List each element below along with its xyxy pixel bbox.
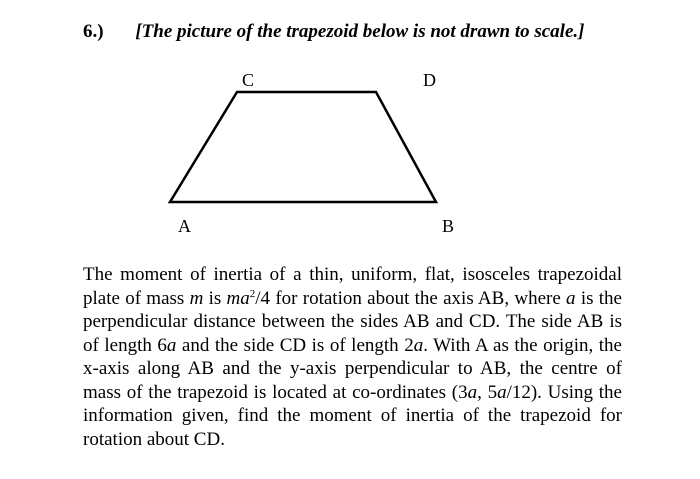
vertex-label-c: C (242, 70, 255, 90)
vertex-label-b: B (442, 216, 455, 236)
a-symbol: a (166, 334, 177, 356)
text-segment: /4 for rotation about the axis AB, where (255, 287, 567, 309)
a-symbol: a (413, 334, 424, 356)
scale-note: [The picture of the trapezoid below is not drawn to scale.] (135, 21, 585, 42)
question-heading (83, 19, 643, 45)
vertex-label-d: D (423, 70, 436, 90)
vertex-label-a: A (178, 216, 191, 236)
problem-statement (83, 263, 622, 451)
text-segment: is the perpendicular distance between the sides AB and CD. The side AB is of length 6 (83, 287, 622, 356)
squared-exponent: 2 (249, 287, 256, 300)
text-segment: . With A as the origin, the x-axis along AB and the y-axis perpendicular to AB, the centre of mass of the trapezoid is located at co-ordinates (3 (83, 334, 622, 403)
question-number: 6.) (83, 21, 104, 42)
a-symbol: a (467, 381, 478, 403)
text-segment: is (203, 287, 227, 309)
text-segment: /12). Using the information given, find the moment of inertia of the trapezoid for rotation about CD. (83, 381, 622, 450)
ma-term: ma (226, 287, 250, 309)
text-segment: The moment of inertia of a thin, uniform, flat, isosceles trapezoidal plate of mass (83, 264, 622, 309)
text-segment: and the side CD is of length 2 (176, 334, 414, 356)
a-symbol: a (497, 381, 507, 403)
a-symbol: a (566, 287, 576, 309)
mass-symbol: m (189, 287, 204, 309)
text-segment: , 5 (477, 381, 498, 403)
trapezoid-shape (170, 92, 436, 202)
trapezoid-figure (160, 62, 480, 252)
